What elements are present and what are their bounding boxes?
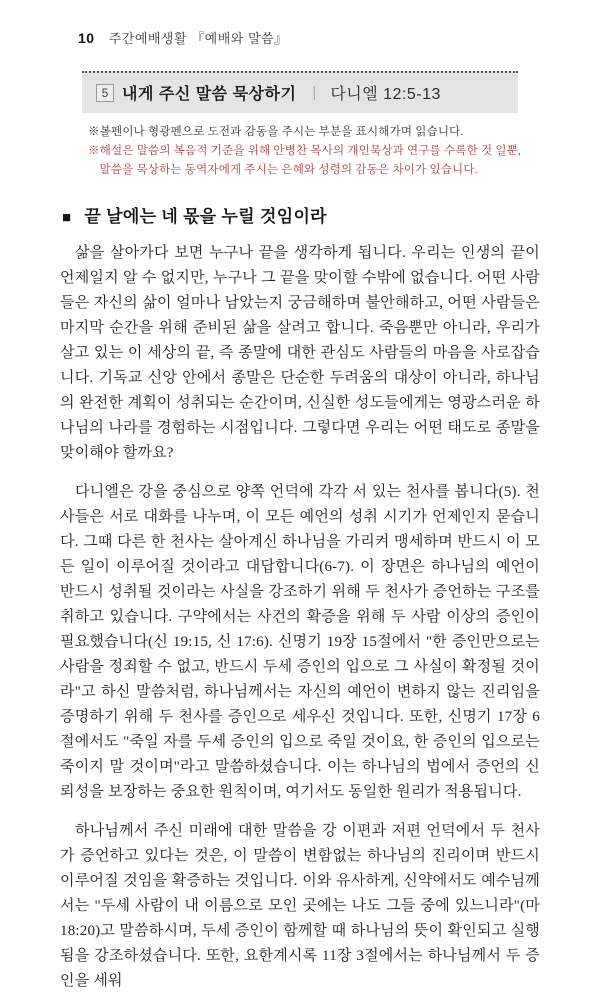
meditation-heading	[62, 202, 540, 227]
running-head	[78, 28, 540, 47]
meditation-heading-text: 끝 날에는 네 몫을 누릴 것임이라	[84, 206, 327, 226]
section-number-box: 5	[96, 84, 114, 102]
commentary-body	[60, 241, 540, 994]
note-line-3: 말씀을 묵상하는 동역자에게 주시는 은혜와 성령의 감동은 차이가 있습니다.	[99, 163, 478, 176]
reading-notes	[88, 123, 540, 180]
book-title: 주간예배생활 『예배와 말씀』	[108, 31, 288, 46]
scripture-reference: 다니엘 12:5-13	[330, 86, 441, 103]
section-header-bar	[82, 71, 518, 113]
paragraph-3: 하나님께서 주신 미래에 대한 말씀을 강 이편과 저편 언덕에서 두 천사가 증언하고 있다는 것은, 이 말씀이 변함없는 하나님의 진리이며 반드시 이루어질 것임을 확증하는 것입니다. 이와 유사하게, 신약에서도 예수님께서는 "두세 사람이 내 이름으로 모인 곳에는 나도 그들 중에 있느니라"(마 18:20)고 말씀하시며, 두세 증인이 함께할 때 하나님의 뜻이 확인되고 실행됨을 강조하셨습니다. 또한, 요한계시록 11장 3절에서는 하나님께서 두 증인을 세워	[60, 822, 540, 989]
divider-bar: |	[312, 84, 317, 101]
note-line-1: ※볼펜이나 형광펜으로 도전과 감동을 주시는 부분을 표시해가며 읽습니다.	[88, 126, 464, 138]
page-number: 10	[78, 30, 95, 46]
paragraph-2: 다니엘은 강을 중심으로 양쪽 언덕에 각각 서 있는 천사를 봅니다(5). 천사들은 서로 대화를 나누며, 이 모든 예언의 성취 시기가 언제인지 묻습니다. 그때 다른 한 천사는 살아계신 하나님을 가리켜 맹세하며 반드시 이 모든 일이 이루어질 것이라고 대답합니다(6-7). 이 장면은 하나님의 예언이 반드시 성취될 것이라는 사실을 강조하기 위해 두 천사가 증언하는 구조를 취하고 있습니다. 구약에서는 사건의 확증을 위해 두 사람 이상의 증인이 필요했습니다(신 19:15, 신 17:6). 신명기 19장 15절에서 "한 증인만으로는 사람을 정죄할 수 없고, 반드시 두세 증인의 입으로 그 사실이 확정될 것이라"고 하신 말씀처럼, 하나님께서는 자신의 예언이 변하지 않는 진리임을 증명하기 위해 두 천사를 증인으로 세우신 것입니다. 또한, 신명기 17장 6절에서도 "죽일 자를 두세 증인의 입으로 죽일 것이요, 한 증인의 입으로는 죽이지 말 것이며"라고 말씀하셨습니다. 이는 하나님의 법에서 증언의 신뢰성을 보장하는 중요한 원칙이며, 여기서도 동일한 원리가 적용됩니다.	[60, 483, 540, 800]
section-title: 내게 주신 말씀 묵상하기	[122, 86, 297, 103]
square-bullet-icon: ■	[62, 208, 72, 226]
note-line-2: ※해설은 말씀의 복음적 기준을 위해 안병찬 목사의 개인묵상과 연구를 수록한 것 일뿐,	[88, 144, 522, 157]
paragraph-1: 삶을 살아가다 보면 누구나 끝을 생각하게 됩니다. 우리는 인생의 끝이 언제일지 알 수 없지만, 누구나 그 끝을 맞이할 수밖에 없습니다. 어떤 사람들은 자신의 삶이 얼마나 남았는지 궁금해하며 불안해하고, 어떤 사람들은 마지막 순간을 위해 준비된 삶을 살려고 합니다. 죽음뿐만 아니라, 우리가 살고 있는 이 세상의 끝, 즉 종말에 대한 관심도 사람들의 마음을 사로잡습니다. 기독교 신앙 안에서 종말은 단순한 두려움의 대상이 아니라, 하나님의 완전한 계획이 성취되는 순간이며, 신실한 성도들에게는 영광스러운 하나님의 나라를 경험하는 시점입니다. 그렇다면 우리는 어떤 태도로 종말을 맞이해야 할까요?	[60, 244, 540, 461]
